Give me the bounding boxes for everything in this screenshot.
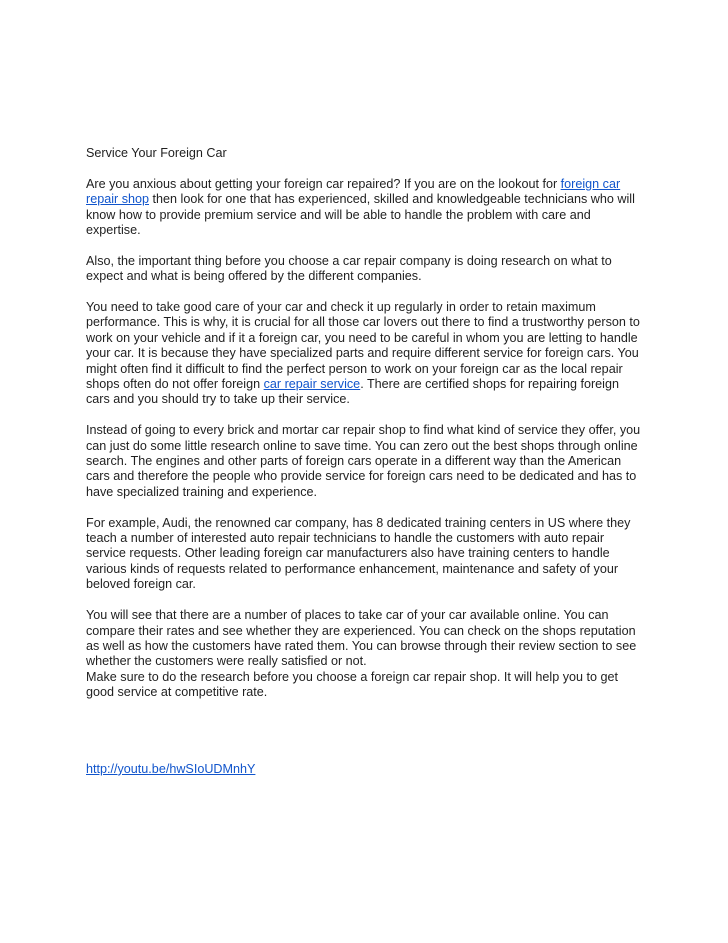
paragraph-compare: You will see that there are a number of places to take car of your car available online. You can compare their rates and see whether they are experienced. You can check on the shops reputation as well as how the customers have rated them. You can browse through their review section to see whether the customers were really satisfied or not.: [86, 608, 637, 669]
car-repair-service-link[interactable]: car repair service: [263, 377, 361, 392]
paragraph-conclusion: Make sure to do the research before you choose a foreign car repair shop. It will help you to get good service at competitive rate.: [86, 669, 619, 700]
paragraph-audi-example: For example, Audi, the renowned car company, has 8 dedicated training centers in US where they teach a number of interested auto repair technicians to handle the customers with auto repair service requests. Other leading foreign car manufacturers also have training centers to handle various kinds of requests related to performance enhancement, maintenance and safety of your beloved foreign car.: [86, 515, 631, 592]
paragraph-intro-text: Are you anxious about getting your foreign car repaired? If you are on the lookout for: [86, 176, 561, 191]
spacer: [86, 716, 646, 762]
paragraph-video: [86, 762, 646, 777]
youtube-video-link[interactable]: http://youtu.be/hwSIoUDMnhY: [86, 761, 256, 776]
document-page: [86, 146, 646, 793]
paragraph-maintenance-text-end: . There are certified shops for repairing foreign cars and you should try to take up their service.: [86, 377, 619, 407]
document-title: Service Your Foreign Car: [86, 146, 227, 160]
paragraph-intro-text-end: then look for one that has experienced, skilled and knowledgeable technicians who will know how to provide premium service and will be able to handle the problem with care and expertise.: [86, 192, 635, 238]
paragraph-research: Also, the important thing before you choose a car repair company is doing research on what to expect and what is being offered by the different companies.: [86, 253, 612, 284]
paragraph-online-search: Instead of going to every brick and mortar car repair shop to find what kind of service they offer, you can just do some little research online to save time. You can zero out the best shops through online search. The engines and other parts of foreign cars operate in a different way than the American cars and therefore the people who provide service for foreign cars need to be dedicated and has to have specialized training and experience.: [86, 423, 641, 499]
paragraph-maintenance: [86, 300, 646, 408]
foreign-car-repair-shop-link[interactable]: foreign car repair shop: [86, 176, 621, 207]
paragraph-maintenance-text: You need to take good care of your car and check it up regularly in order to retain maximum performance. This is why, it is crucial for all those car lovers out there to find a trustworthy person to work on your vehicle and if it a foreign car, you need to be careful in whom you are letting to handle your car. It is because they have specialized parts and require different service for foreign cars. You might often find it difficult to find the perfect person to work on your foreign car as the local repair shops often do not offer foreign: [86, 300, 640, 392]
paragraph-intro: [86, 177, 646, 239]
